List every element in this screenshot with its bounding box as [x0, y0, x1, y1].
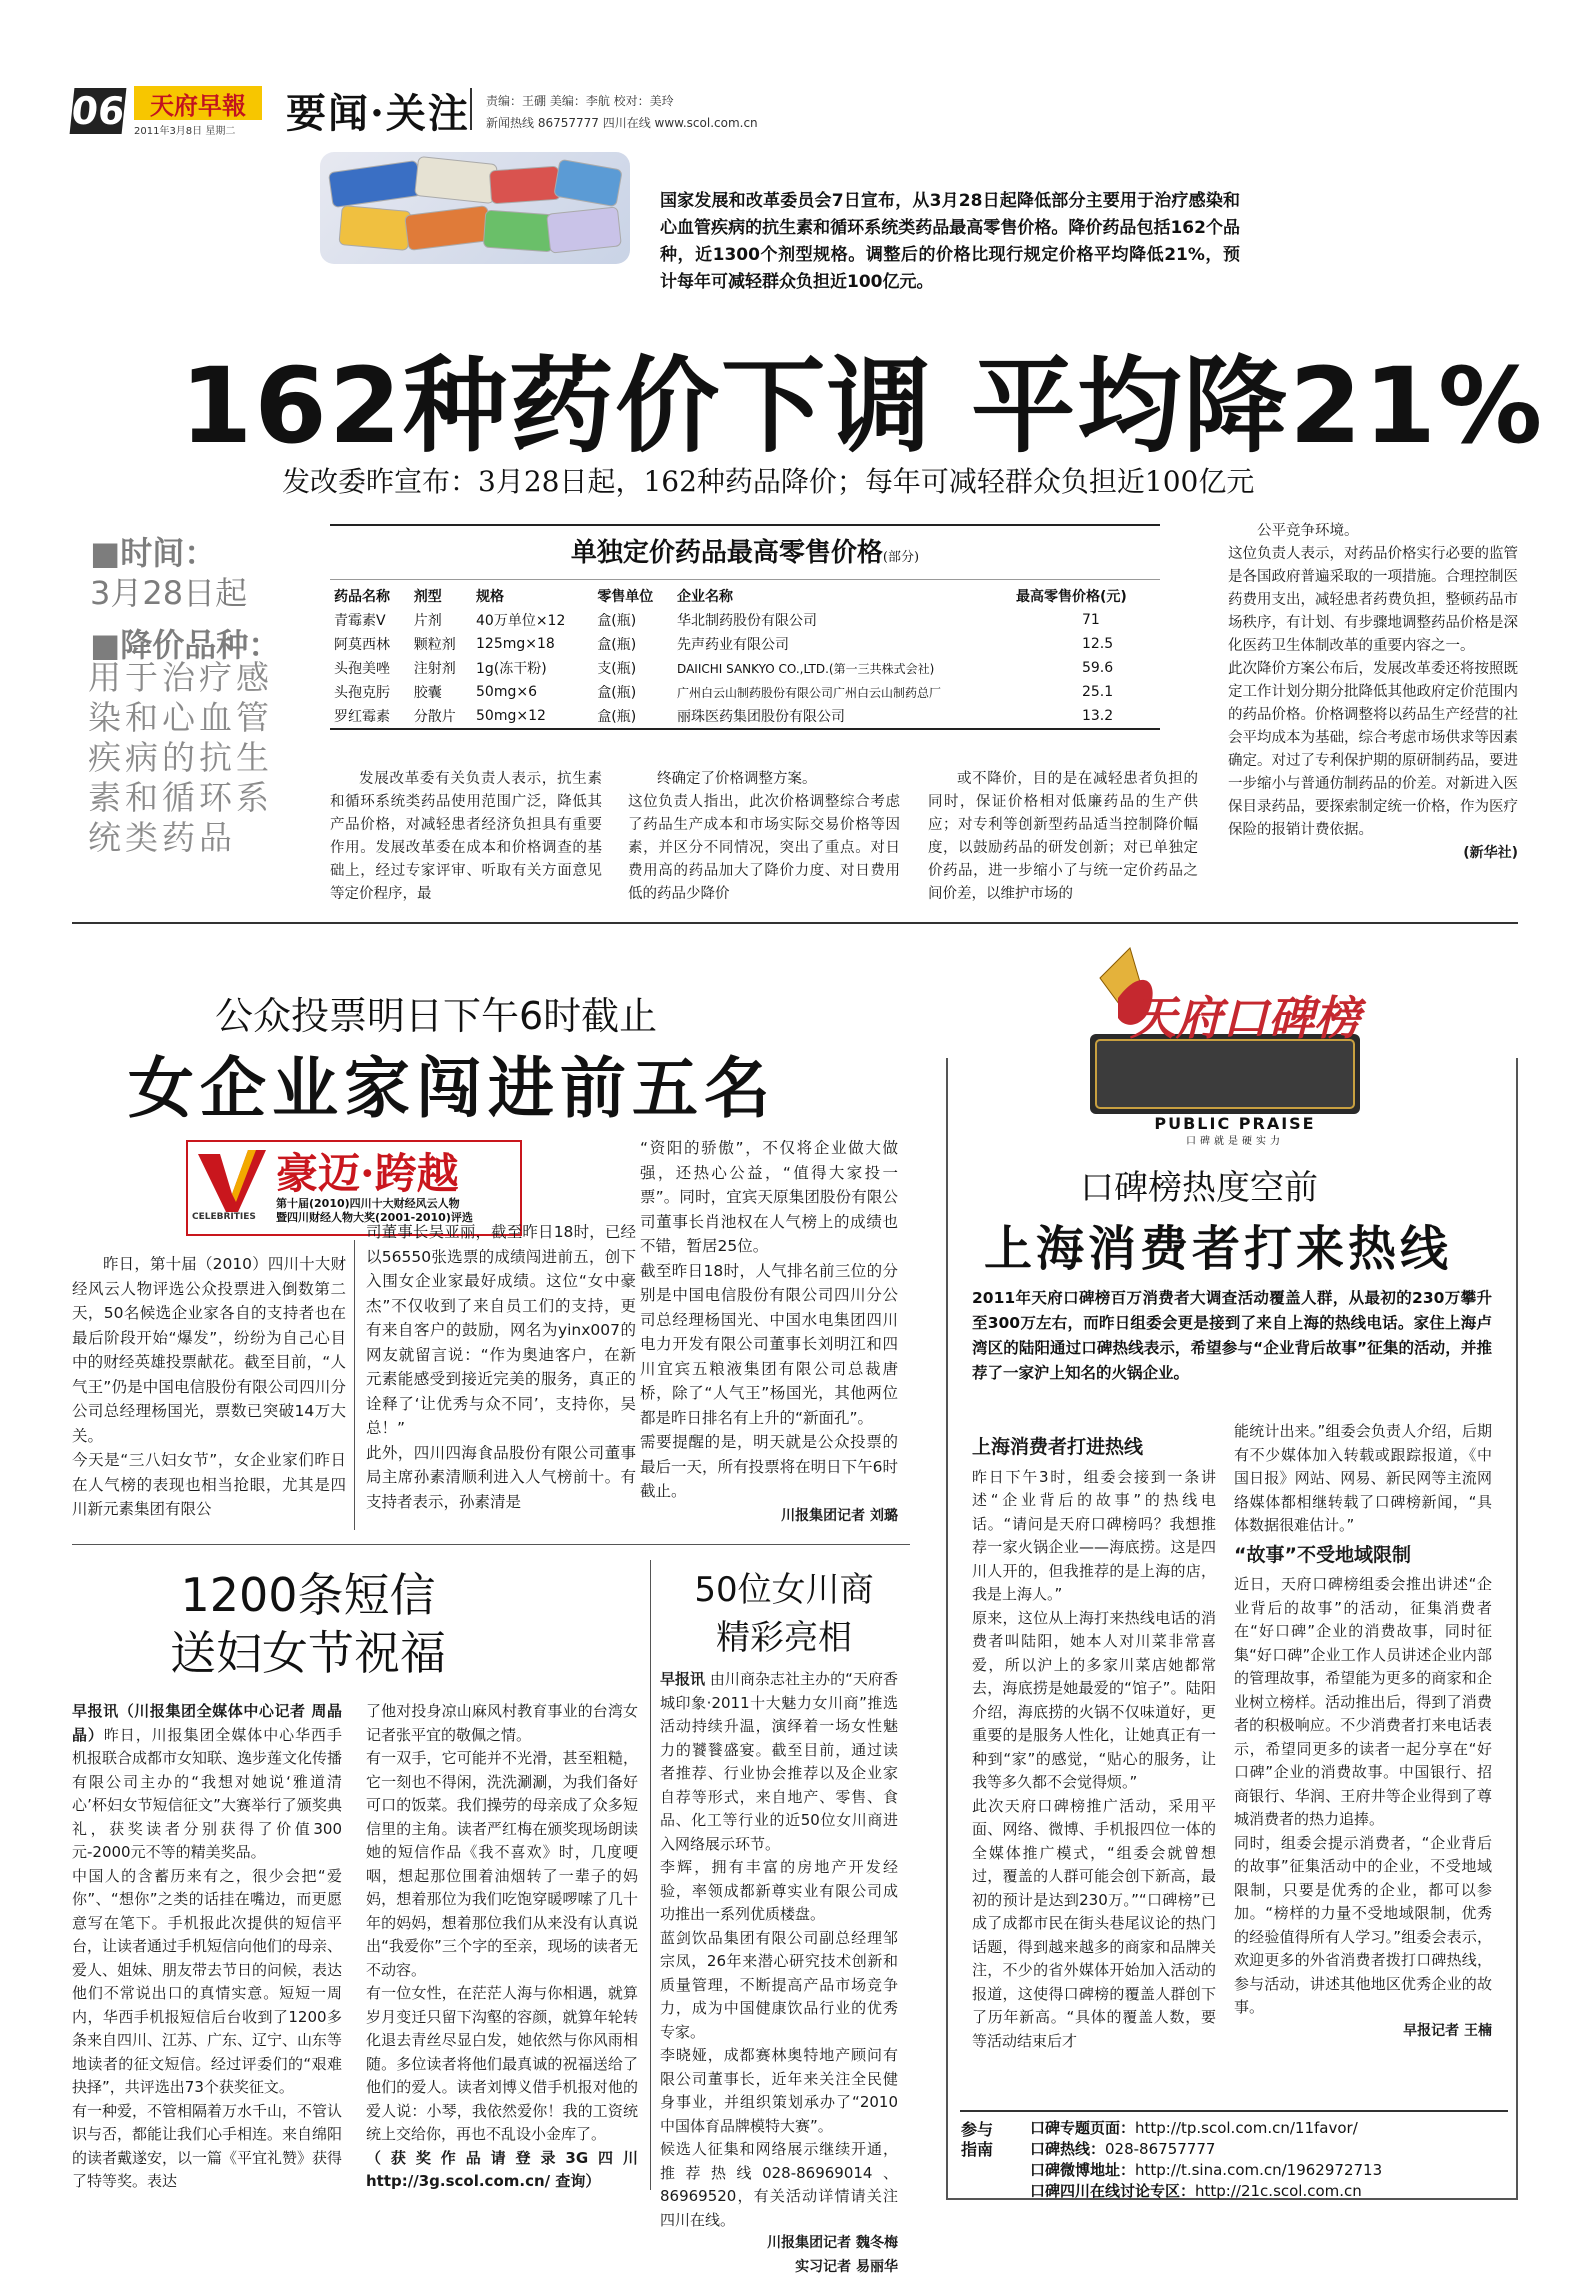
header-divider — [470, 88, 472, 130]
praise-col2-text: 近日，天府口碑榜组委会推出讲述“企业背后的故事”的活动，征集消费者在“好口碑”企业的消费故事，同时征集“好口碑”企业工作人员讲述企业内部的管理故事，希望能为更多的商家和企业树立榜样。活动推出后，得到了消费者的积极响应。不少消费者打来电话表示，希望同更多的读者一起分享在“好口碑”企业的消费故事。中国银行、招商银行、华润、王府井等企业得到了尊城消费者的热力追捧。 同时，组委会提示消费者，“企业背后的故事”征集活动中的企业，不受地域限制，只要是优秀的企业，都可以参加。“榜样的力量不受地域限制，优秀的经验值得所有人学习。”组委会表示，欢迎更多的外省消费者拨打口碑热线，参与活动，讲述其他地区优秀企业的故事。 — [1234, 1575, 1492, 2016]
table-cell: 1g(冻干粉) — [476, 661, 547, 677]
time-label: ■时间： — [90, 534, 217, 572]
women-column-1 — [72, 1252, 346, 1522]
table-header-cell: 剂型 — [413, 589, 442, 605]
women-headline: 女企业家闯进前五名 — [128, 1050, 776, 1127]
table-row — [330, 608, 1160, 632]
guide-list — [1030, 2118, 1508, 2202]
main-subheadline: 发改委昨宣布：3月28日起，162种药品降价；每年可减轻群众负担近100亿元 — [282, 465, 1255, 498]
main-headline: 162种药价下调 平均降21% — [180, 345, 1545, 467]
sms-headline-line2: 送妇女节祝福 — [170, 1626, 446, 1680]
biz-byline-2: 实习记者 易丽华 — [795, 2258, 898, 2275]
table-cell: 胶囊 — [413, 685, 442, 701]
praise-lead: 2011年天府口碑榜百万消费者大调查活动覆盖人群，从最初的230万攀升至300万左右，而昨日组委会更是接到了来自上海的热线电话。家住上海卢湾区的陆阳通过口碑热线表示，希望参与“企业背后故事”征集的活动，并推荐了一家沪上知名的火锅企业。 — [972, 1289, 1492, 1382]
biz-headline-line1: 50位女川商 — [694, 1570, 874, 1610]
table-cell: 阿莫西林 — [334, 637, 390, 653]
table-cell: 50mg×12 — [476, 708, 546, 724]
price-table-grid — [330, 580, 1160, 728]
biz-headline — [664, 1566, 904, 1662]
guide-item-link[interactable]: http://21c.scol.com.cn — [1195, 2182, 1362, 2200]
praise-logo-en: PUBLIC PRAISE — [1154, 1114, 1316, 1133]
praise-logo-slogan: 口碑就是硬实力 — [1186, 1136, 1284, 1147]
table-cell: 片剂 — [413, 613, 442, 629]
guide-item-phone: 028-86757777 — [1105, 2140, 1216, 2158]
biz-byline-1: 川报集团记者 魏冬梅 — [767, 2235, 898, 2251]
participation-guide — [960, 2110, 1508, 2202]
guide-item-link[interactable]: http://tp.scol.com.cn/11favor/ — [1135, 2119, 1358, 2137]
section-title: 要闻·关注 — [286, 90, 470, 137]
table-cell: 青霉素V — [334, 613, 386, 629]
biz-lead: 早报讯 — [660, 1670, 706, 1688]
table-header-cell: 最高零售价格(元) — [1015, 589, 1127, 605]
praise-headline: 上海消费者打来热线 — [984, 1221, 1453, 1277]
table-title-note: (部分) — [882, 550, 920, 565]
sms-lead: 早报讯（川报集团全媒体中心记者 周晶晶） — [72, 1702, 342, 1744]
article1-right-column — [1228, 520, 1518, 865]
haomai-title: 豪迈·跨越 — [276, 1149, 459, 1198]
haomai-sub1: 第十届(2010)四川十大财经风云人物 — [276, 1197, 460, 1210]
table-cell: 头孢克肟 — [334, 685, 390, 701]
praise-column-2 — [1234, 1420, 1492, 2043]
table-cell: 50mg×6 — [476, 684, 537, 700]
table-cell: 盒(瓶) — [597, 709, 637, 725]
guide-item — [1030, 2139, 1508, 2160]
table-cell: 支(瓶) — [597, 661, 637, 677]
biz-column — [660, 1668, 898, 2279]
table-cell: 40万单位×12 — [476, 613, 566, 629]
table-row — [330, 704, 1160, 728]
article1-column-c — [928, 768, 1198, 906]
guide-item-link[interactable]: http://t.sina.com.cn/1962972713 — [1135, 2161, 1383, 2179]
praise-kicker: 口碑榜热度空前 — [1080, 1168, 1318, 1208]
table-cell: DAIICHI SANKYO CO.,LTD.(第一三共株式会社) — [677, 661, 935, 676]
drug-type-label: ■降价品种： — [90, 626, 281, 664]
price-table — [330, 524, 1160, 730]
praise-logo — [1060, 938, 1390, 1148]
article1-column-b — [628, 768, 900, 906]
sms-column-1 — [72, 1700, 342, 2194]
article1-right-text: 公平竞争环境。 这位负责人表示，对药品价格实行必要的监管是各国政府普遍采取的一项措施。合理控制医药费用支出，减轻患者药费负担，整顿药品市场秩序，有计划、有步骤地调整药品价格是深化医药卫生体制改革的重要内容之一。 此次降价方案公布后，发展改革委还将按照既定工作计划分期分批降低其他政府定价范围内的药品价格。价格调整将以药品生产经营的社会平均成本为基础，综合考虑市场供求等因素确定。对过了专利保护期的原研制药品，要进一步缩小与普通仿制药品的价差。对新进入医保目录药品，要探索制定统一价格，作为医疗保险的报销计费依据。 — [1228, 523, 1518, 838]
celebrities-logo — [192, 1146, 270, 1230]
women-col3-text: “资阳的骄傲”，不仅将企业做大做强，还热心公益，“值得大家投一票”。同时，宜宾天原集团股份有限公司董事长肖池权在人气榜上的成绩也不错，暂居25位。 截至昨日18时，人气排名前三位的分别是中国电信股份有限公司四川分公司总经理杨国光、中国水电集团四川电力开发有限公司董事长刘明江和四川宜宾五粮液集团有限公司总裁唐桥，除了“人气王”杨国光，其他两位都是昨日排名有上升的“新面孔”。 需要提醒的是，明天就是公众投票的最后一天，所有投票将在明日下午6时截止。 — [640, 1139, 898, 1500]
table-cell: 华北制药股份有限公司 — [677, 613, 818, 629]
praise-col1-text: 昨日下午3时，组委会接到一条讲述“企业背后的故事”的热线电话。“请问是天府口碑榜吗？我想推荐一家火锅企业——海底捞。这是四川人开的，但我推荐的是上海的店，我是上海人。” 原来，这位从上海打来热线电话的消费者叫陆阳，她本人对川菜非常喜爱，所以沪上的多家川菜店她都常去，海底捞是她最爱的“馆子”。陆阳介绍，海底捞的火锅不仅味道好，更重要的是服务人性化，让她真正有一种到“家”的感觉，“贴心的服务，让我等多久都不会觉得烦。” 此次天府口碑榜推广活动，采用平面、网络、微博、手机报四位一体的全媒体推广模式，“组委会就曾想过，覆盖的人群可能会创下新高，最初的预计是达到230万。”“口碑榜”已成了成都市民在街头巷尾议论的热门话题，得到越来越多的商家和品牌关注，不少的省外媒体开始加入活动的报道，这使得口碑榜的覆盖人群创下了历年新高。“具体的覆盖人数，要等活动结束后才 — [972, 1467, 1216, 2050]
table-cell: 丽珠医药集团股份有限公司 — [677, 709, 846, 725]
table-title-text: 单独定价药品最高零售价格 — [570, 538, 883, 568]
guide-item-label: 口碑四川在线讨论专区： — [1030, 2182, 1196, 2200]
issue-date: 2011年3月8日 星期二 — [134, 126, 236, 137]
sms-headline — [168, 1566, 448, 1682]
article1-column-a — [330, 768, 602, 906]
table-cell: 13.2 — [1081, 708, 1114, 724]
table-cell: 125mg×18 — [476, 636, 555, 652]
section-divider — [72, 922, 1518, 924]
table-cell: 颗粒剂 — [413, 637, 456, 653]
praise-subhead-2: “故事”不受地域限制 — [1234, 1543, 1411, 1566]
sms-col1-text: 昨日，川报集团全媒体中心华西手机报联合成都市女知联、逸步莲文化传播有限公司主办的“我想对她说‘雅道清心’杯妇女节短信征文”大赛举行了颁奖典礼，获奖读者分别获得了价值300元-2000元不等的精美奖品。 中国人的含蓄历来有之，很少会把“爱你”、“想你”之类的话挂在嘴边，而更愿意写在笔下。手机报此次提供的短信平台，让读者通过手机短信向他们的母亲、爱人、姐妹、朋友带去节日的问候，表达他们不常说出口的真情实意。短短一周内，华西手机报短信后台收到了1200多条来自四川、江苏、广东、辽宁、山东等地读者的征文短信。经过评委们的“艰难抉择”，共评选出73个获奖征文。 有一种爱，不管相隔着万水千山，不管认识与否，都能让我们心手相连。来自绵阳的读者戴遂安，以一篇《平宜礼赞》获得了特等奖。表达 — [72, 1725, 343, 2190]
guide-label: 参与指南 — [960, 2120, 993, 2159]
editors-credit: 责编：王硼 美编：李航 校对：美玲 — [486, 94, 674, 108]
celebrities-text: CELEBRITIES — [192, 1212, 256, 1222]
page-number: 06 — [69, 89, 127, 133]
table-cell: 25.1 — [1081, 684, 1114, 700]
table-cell: 71 — [1081, 612, 1100, 628]
biz-headline-line2: 精彩亮相 — [716, 1618, 852, 1658]
table-cell: 12.5 — [1081, 636, 1114, 652]
haomai-sub2: 暨四川财经人物大奖(2001-2010)评选 — [276, 1211, 473, 1224]
table-cell: 罗红霉素 — [334, 709, 390, 725]
table-cell: 广州白云山制药股份有限公司广州白云山制药总厂 — [677, 685, 942, 700]
guide-item-label: 口碑专题页面： — [1030, 2119, 1136, 2137]
article1-byline: (新华社) — [1463, 845, 1518, 861]
table-cell: 盒(瓶) — [597, 613, 637, 629]
column-divider — [650, 1560, 651, 2190]
praise-byline: 早报记者 王楠 — [1403, 2022, 1492, 2039]
women-col2-text: 司董事长吴亚丽，截至昨日18时，已经以56550张选票的成绩闯进前五，创下入围女企业家最好成绩。这位“女中豪杰”不仅收到了来自员工们的支持，更有来自客户的鼓励，网名为yinx007的网友就留言说：“作为奥迪客户，在新元素能感受到接近完美的服务，真正的诠释了‘让优秀与众不同’，支持你，吴总！” 此外，四川四海食品股份有限公司董事局主席孙素清顺利进入人气榜前十。有支持者表示，孙素清是 — [366, 1223, 636, 1511]
praise-col2-top: 能统计出来。”组委会负责人介绍，后期有不少媒体加入转载或跟踪报道，《中国日报》网站、网易、新民网等主流网络媒体都相继转载了口碑榜新闻，“具体数据很难估计。” — [1234, 1422, 1492, 1534]
table-header-cell: 规格 — [476, 589, 505, 605]
section-divider-2 — [72, 1544, 910, 1545]
column-divider — [354, 1240, 355, 1530]
women-byline: 川报集团记者 刘璐 — [781, 1507, 898, 1524]
sms-col2-text: 了他对投身凉山麻风村教育事业的台湾女记者张平宜的敬佩之情。 有一双手，它可能并不光滑，甚至粗糙，它一刻也不得闲，洗洗涮涮，为我们备好可口的饭菜。我们操劳的母亲成了众多短信里的主角。读者严红梅在颁奖现场朗读她的短信作品《我不喜欢》时，几度哽咽，想起那位围着油烟转了一辈子的妈妈，想着那位为我们吃饱穿暖啰嗦了几十年的妈妈，想着那位我们从来没有认真说出“我爱你”三个字的至亲，现场的读者无不动容。 有一位女性，在茫茫人海与你相遇，就算岁月变迁只留下沟壑的容颜，就算年轮转化退去青丝尽显白发，她依然与你风雨相随。多位读者将他们最真诚的祝福送给了他们的爱人。读者刘博义借手机报对他的爱人说：小琴，我依然爱你！我的工资统统上交给你，再也不乱设小金库了。 — [366, 1702, 638, 2143]
table-cell: 盒(瓶) — [597, 637, 637, 653]
news-hotline: 新闻热线 86757777 四川在线 www.scol.com.cn — [486, 116, 758, 130]
women-col1-text: 昨日，第十届（2010）四川十大财经风云人物评选公众投票进入倒数第二天，50名候选企业家各自的支持者也在最后阶段开始“爆发”，纷纷为自己心目中的财经英雄投票献花。截至目前，“人气王”仍是中国电信股份有限公司四川分公司总经理杨国光，票数已突破14万大关。 今天是“三八妇女节”，女企业家们昨日在人气榜的表现也相当抢眼，尤其是四川新元素集团有限公 — [72, 1255, 346, 1518]
table-cell: 盒(瓶) — [597, 685, 637, 701]
table-cell: 头孢美唑 — [334, 661, 390, 677]
time-value: 3月28日起 — [90, 574, 248, 612]
table-row — [330, 632, 1160, 656]
women-kicker: 公众投票明日下午6时截止 — [215, 994, 658, 1038]
women-column-2 — [366, 1220, 636, 1514]
guide-item — [1030, 2181, 1508, 2202]
guide-item — [1030, 2118, 1508, 2139]
paper-logo: 天府早報 — [134, 86, 262, 120]
article1-col-a-text: 发展改革委有关负责人表示，抗生素和循环系统类药品使用范围广泛，降低其产品价格，对减轻患者经济负担具有重要作用。发展改革委在成本和价格调查的基础上，经过专家评审、听取有关方面意见等定价程序，最 — [330, 771, 602, 902]
guide-item-label: 口碑热线： — [1030, 2140, 1106, 2158]
praise-logo-title: 天府口碑榜 — [1130, 991, 1360, 1045]
table-row — [330, 680, 1160, 704]
sms-headline-line1: 1200条短信 — [180, 1568, 436, 1622]
table-cell: 先声药业有限公司 — [677, 637, 790, 653]
biz-text: 由川商杂志社主办的“天府香城印象·2011十大魅力女川商”推选活动持续升温，演绎着一场女性魅力的饕餮盛宴。截至目前，通过读者推荐、行业协会推荐以及企业家自荐等形式，来自地产、零售、食品、化工等行业的近50位女川商进入网络展示环节。 李辉，拥有丰富的房地产开发经验，率领成都新尊实业有限公司成功推出一系列优质楼盘。 蓝剑饮品集团有限公司副总经理邹宗凤，26年来潜心研究技术创新和质量管理，不断提高产品市场竞争力，成为中国健康饮品行业的优秀专家。 李晓娅，成都赛林奥特地产顾问有限公司董事长，近年来关注全民健身事业，并组织策划承办了“2010中国体育品牌模特大赛”。 候选人征集和网络展示继续开通，推荐热线028-86969014、86969520，有关活动详情请关注四川在线。 — [660, 1670, 898, 2229]
price-table-title — [330, 526, 1160, 580]
table-header-cell: 零售单位 — [597, 589, 654, 605]
drug-type-value: 用于治疗感染和心血管疾病的抗生素和循环系统类药品 — [88, 658, 273, 857]
pills-photo — [320, 152, 630, 264]
article1-col-b-text: 终确定了价格调整方案。 这位负责人指出，此次价格调整综合考虑了药品生产成本和市场实际交易价格等因素，并区分不同情况，突出了重点。对日费用高的药品加大了降价力度、对日费用低的药品少降价 — [628, 771, 900, 902]
praise-subhead-1: 上海消费者打进热线 — [972, 1436, 1144, 1458]
table-cell: 注射剂 — [413, 661, 456, 677]
article1-col-c-text: 或不降价，目的是在减轻患者负担的同时，保证价格相对低廉药品的生产供应；对专利等创新型药品适当控制降价幅度，以鼓励药品的研发创新；对已单独定价药品，进一步缩小了与统一定价药品之间价差，以维护市场的 — [928, 771, 1198, 902]
table-row — [330, 656, 1160, 680]
table-cell: 59.6 — [1081, 660, 1114, 676]
table-header-cell: 药品名称 — [334, 589, 390, 605]
sms-note: （获奖作品请登录3G四川http://3g.scol.com.cn/ 查询） — [366, 2148, 638, 2190]
sms-column-2 — [366, 1700, 638, 2194]
guide-item-label: 口碑微博地址： — [1030, 2161, 1136, 2179]
women-column-3 — [640, 1136, 898, 1528]
table-header-row — [330, 580, 1160, 608]
guide-item — [1030, 2160, 1508, 2181]
table-cell: 分散片 — [413, 709, 456, 725]
praise-column-1 — [972, 1430, 1216, 2053]
lead-summary: 国家发展和改革委员会7日宣布，从3月28日起降低部分主要用于治疗感染和心血管疾病的抗生素和循环系统类药品最高零售价格。降价药品包括162个品种，近1300个剂型规格。调整后的价格比现行规定价格平均降低21%，预计每年可减轻群众负担近100亿元。 — [660, 191, 1240, 292]
haomai-text-block — [276, 1151, 473, 1225]
table-header-cell: 企业名称 — [677, 589, 734, 605]
